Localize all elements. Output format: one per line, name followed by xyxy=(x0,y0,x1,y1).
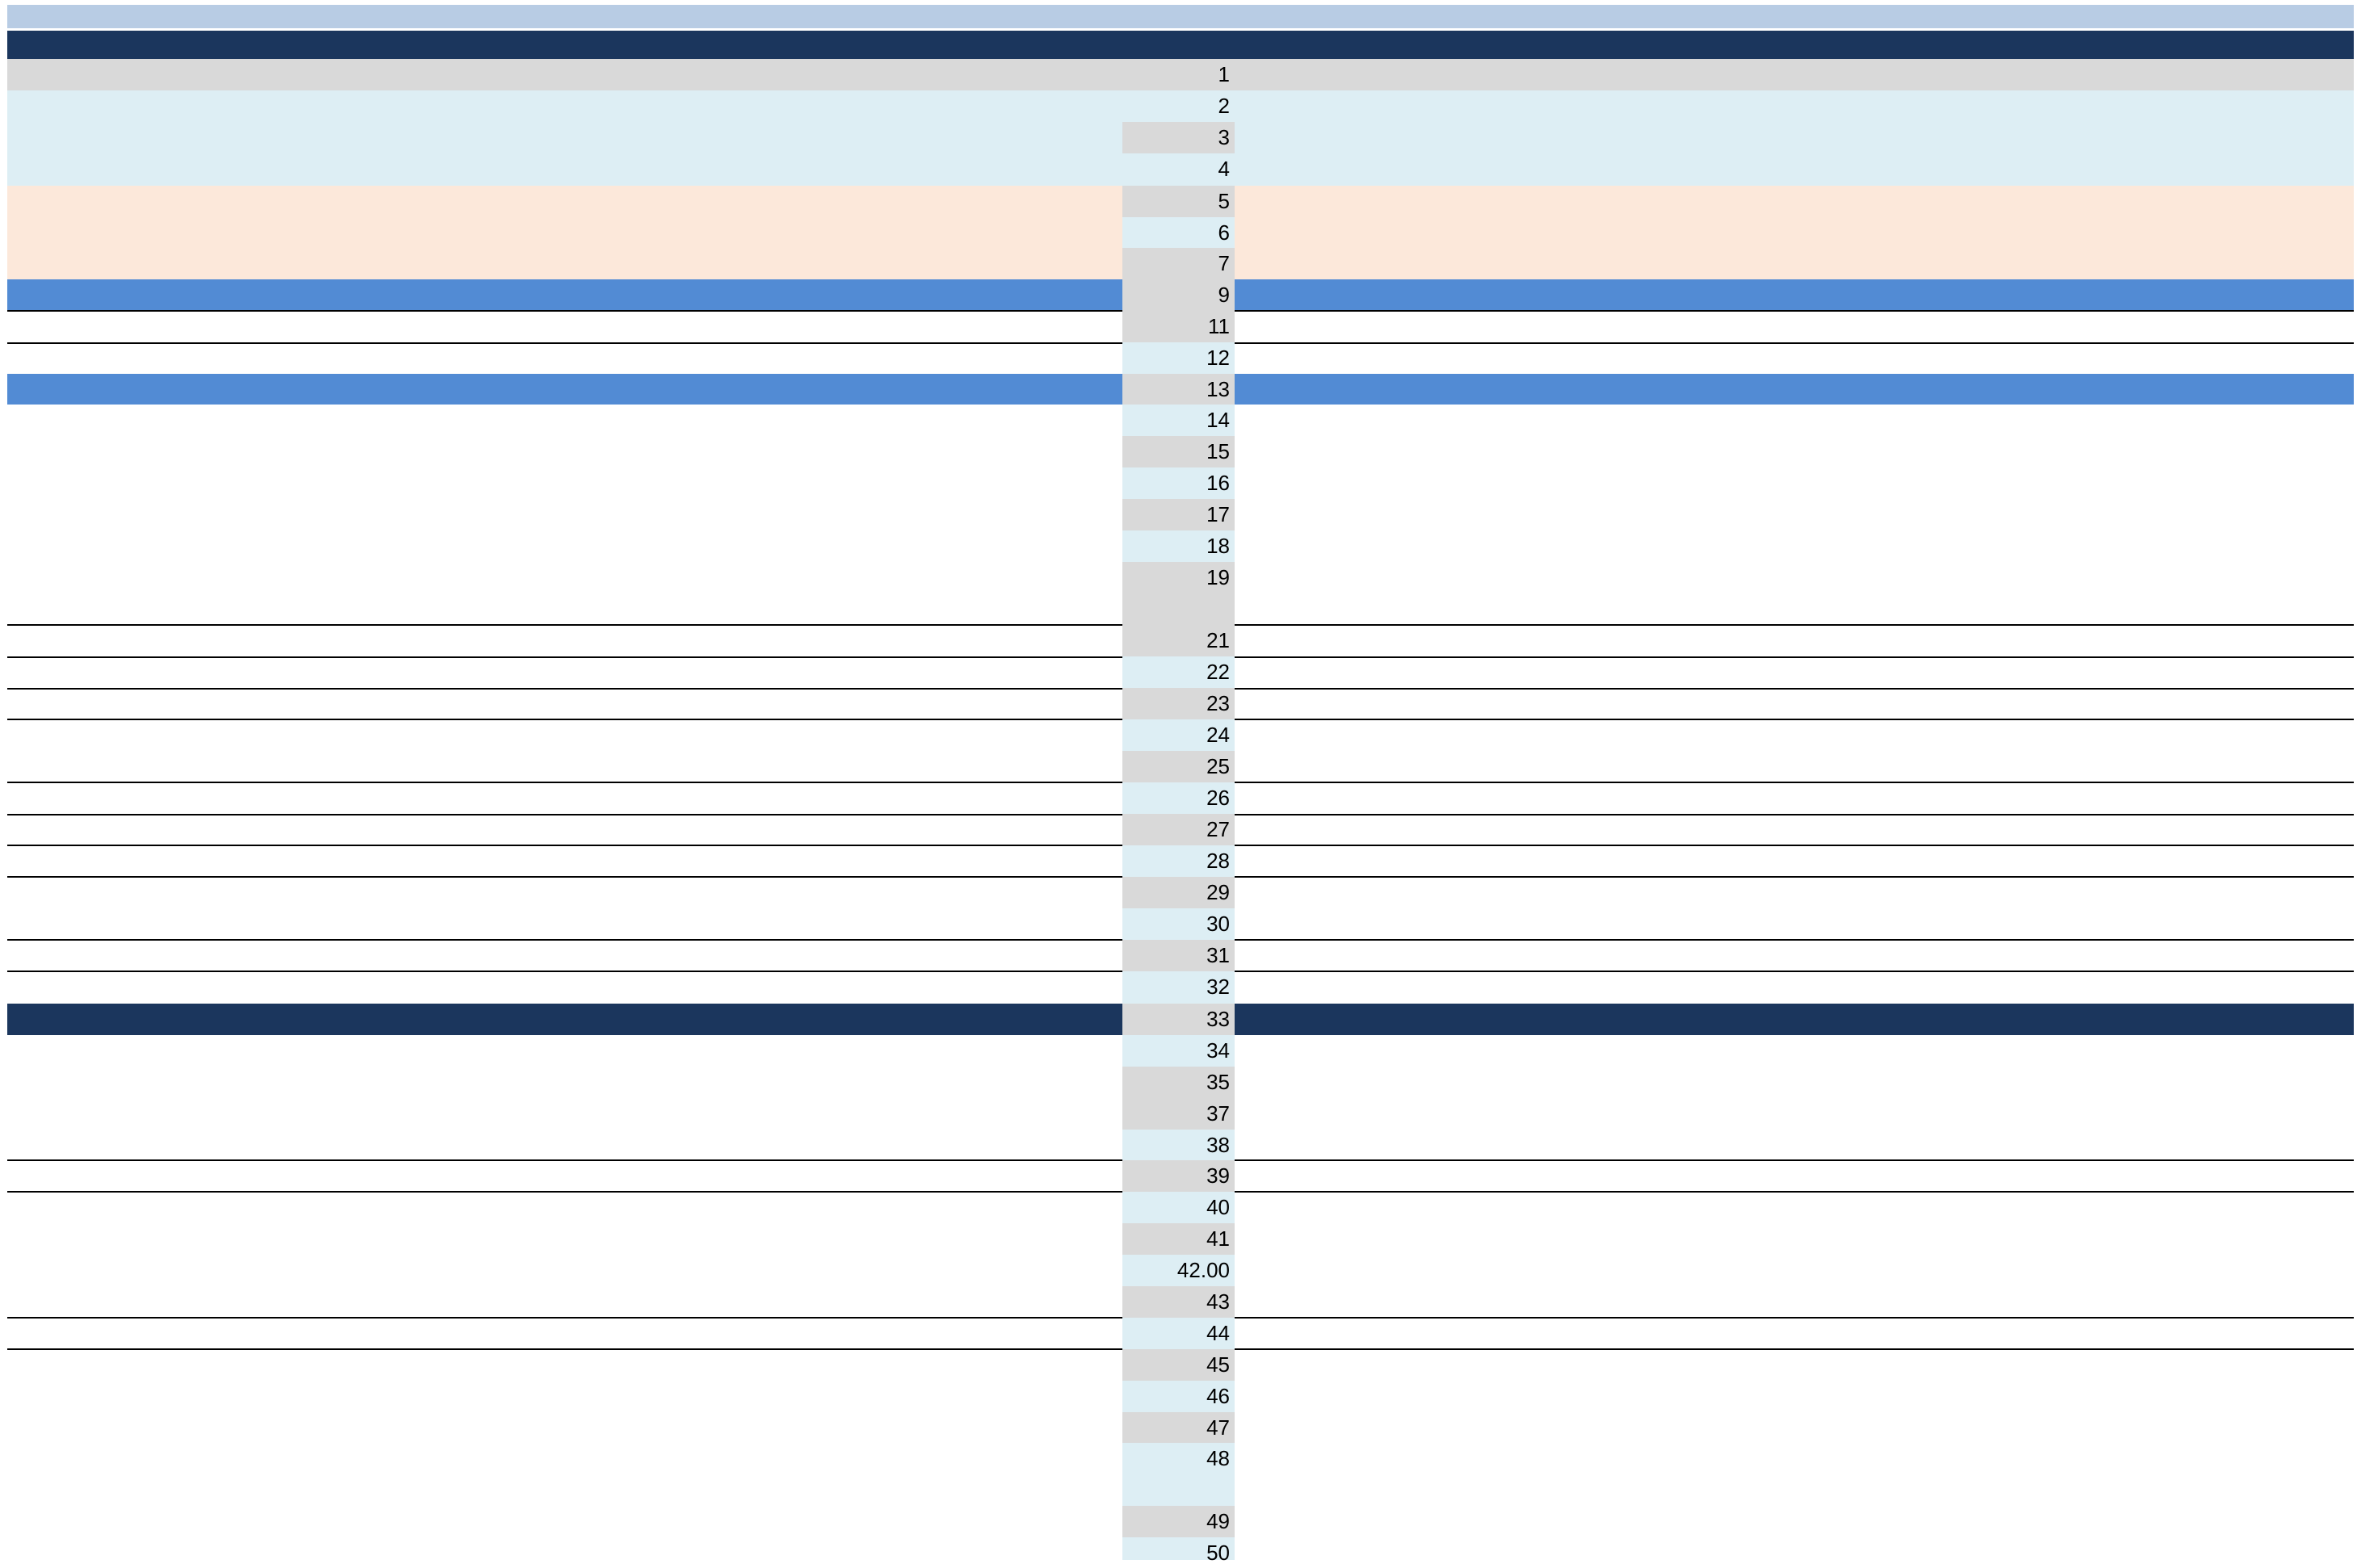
row-number-label: 3 xyxy=(1218,125,1230,149)
row-number-cell[interactable] xyxy=(1122,467,1235,499)
row-number-cell[interactable] xyxy=(1122,1286,1235,1318)
row-number-label: 49 xyxy=(1206,1509,1230,1533)
row-number-cell[interactable] xyxy=(1122,845,1235,877)
row-number-label: 35 xyxy=(1206,1070,1230,1094)
row-number-label: 27 xyxy=(1206,817,1230,841)
row-number-cell[interactable] xyxy=(1122,688,1235,719)
row-number-cell[interactable] xyxy=(1122,1255,1235,1286)
row-number-cell[interactable] xyxy=(1122,90,1235,122)
row-number-cell[interactable] xyxy=(1122,1160,1235,1192)
row-number-label: 43 xyxy=(1206,1289,1230,1314)
row-number-label: 15 xyxy=(1206,439,1230,463)
row-number-cell[interactable] xyxy=(1122,1192,1235,1223)
row-number-cell[interactable] xyxy=(1122,342,1235,374)
row-number-label: 45 xyxy=(1206,1352,1230,1377)
row-number-cell[interactable] xyxy=(1122,1318,1235,1349)
row-number-label: 6 xyxy=(1218,220,1230,245)
row-number-cell[interactable] xyxy=(1122,1223,1235,1255)
row-number-cell[interactable] xyxy=(1122,940,1235,971)
row-number-label: 41 xyxy=(1206,1226,1230,1251)
row-number-label: 38 xyxy=(1206,1133,1230,1157)
row-number-label: 50 xyxy=(1206,1541,1230,1565)
row-number-label: 48 xyxy=(1206,1446,1230,1470)
row-number-label: 19 xyxy=(1206,565,1230,589)
row-number-label: 2 xyxy=(1218,94,1230,118)
row-number-label: 40 xyxy=(1206,1195,1230,1219)
row-number-label: 47 xyxy=(1206,1415,1230,1440)
row-number-label: 4 xyxy=(1218,157,1230,181)
row-number-cell[interactable] xyxy=(1122,530,1235,562)
row-number-cell[interactable] xyxy=(1122,217,1235,248)
row-number-cell[interactable] xyxy=(1122,1443,1235,1506)
row-number-label: 34 xyxy=(1206,1038,1230,1063)
row-number-cell[interactable] xyxy=(1122,436,1235,467)
row-number-cell[interactable] xyxy=(1122,1098,1235,1130)
row-number-label: 17 xyxy=(1206,502,1230,526)
row-number-cell[interactable] xyxy=(1122,59,1235,90)
row-number-label: 16 xyxy=(1206,471,1230,495)
row-number-label: 25 xyxy=(1206,754,1230,778)
row-number-label: 26 xyxy=(1206,786,1230,810)
row-number-label: 37 xyxy=(1206,1101,1230,1126)
row-number-cell[interactable] xyxy=(1122,153,1235,186)
row-number-label: 39 xyxy=(1206,1163,1230,1188)
row-number-cell[interactable] xyxy=(1122,719,1235,751)
row-number-cell[interactable] xyxy=(1122,656,1235,688)
row-number-label: 7 xyxy=(1218,251,1230,275)
row-number-cell[interactable] xyxy=(1122,1349,1235,1381)
row-number-label: 11 xyxy=(1208,314,1230,338)
row-number-cell[interactable] xyxy=(1122,1067,1235,1098)
row-number-label: 13 xyxy=(1206,377,1230,401)
title-band xyxy=(7,5,2354,28)
row-number-cell[interactable] xyxy=(1122,1004,1235,1035)
row-number-label: 9 xyxy=(1218,283,1230,307)
row-number-label: 23 xyxy=(1206,691,1230,715)
row-number-cell[interactable] xyxy=(1122,311,1235,342)
header-band xyxy=(7,31,2354,59)
row-number-label: 31 xyxy=(1206,943,1230,967)
row-number-label: 12 xyxy=(1206,346,1230,370)
row-number-label: 18 xyxy=(1206,534,1230,558)
row-number-cell[interactable] xyxy=(1122,971,1235,1004)
row-number-label: 5 xyxy=(1218,189,1230,213)
row-number-label: 42.00 xyxy=(1176,1258,1230,1282)
row-number-cell[interactable] xyxy=(1122,1412,1235,1443)
row-number-cell[interactable] xyxy=(1122,279,1235,311)
row-number-cell[interactable] xyxy=(1122,1035,1235,1067)
row-number-cell[interactable] xyxy=(1122,374,1235,405)
row-number-cell[interactable] xyxy=(1122,908,1235,940)
row-number-label: 28 xyxy=(1206,849,1230,873)
row-number-label: 22 xyxy=(1206,660,1230,684)
row-number-label: 29 xyxy=(1206,880,1230,904)
row-number-cell[interactable] xyxy=(1122,1130,1235,1160)
row-number-label: 44 xyxy=(1206,1321,1230,1345)
row-number-cell[interactable] xyxy=(1122,248,1235,279)
row-number-label: 32 xyxy=(1206,975,1230,999)
row-number-label: 33 xyxy=(1206,1007,1230,1031)
row-number-label: 30 xyxy=(1206,912,1230,936)
row-number-cell[interactable] xyxy=(1122,814,1235,845)
row-number-cell[interactable] xyxy=(1122,499,1235,530)
row-number-cell[interactable] xyxy=(1122,625,1235,656)
row-number-cell[interactable] xyxy=(1122,562,1235,625)
row-number-cell[interactable] xyxy=(1122,751,1235,782)
row-number-cell[interactable] xyxy=(1122,877,1235,908)
row-number-label: 14 xyxy=(1206,408,1230,432)
row-number-cell[interactable] xyxy=(1122,122,1235,153)
row-number-cell[interactable] xyxy=(1122,1381,1235,1412)
row-number-label: 1 xyxy=(1218,62,1230,86)
row-number-label: 24 xyxy=(1206,723,1230,747)
row-number-label: 46 xyxy=(1206,1384,1230,1408)
row-number-cell[interactable] xyxy=(1122,782,1235,814)
row-number-label: 21 xyxy=(1206,628,1230,652)
row-number-cell[interactable] xyxy=(1122,1537,1235,1565)
row-number-cell[interactable] xyxy=(1122,405,1235,436)
row-number-cell[interactable] xyxy=(1122,186,1235,217)
row-number-cell[interactable] xyxy=(1122,1506,1235,1537)
